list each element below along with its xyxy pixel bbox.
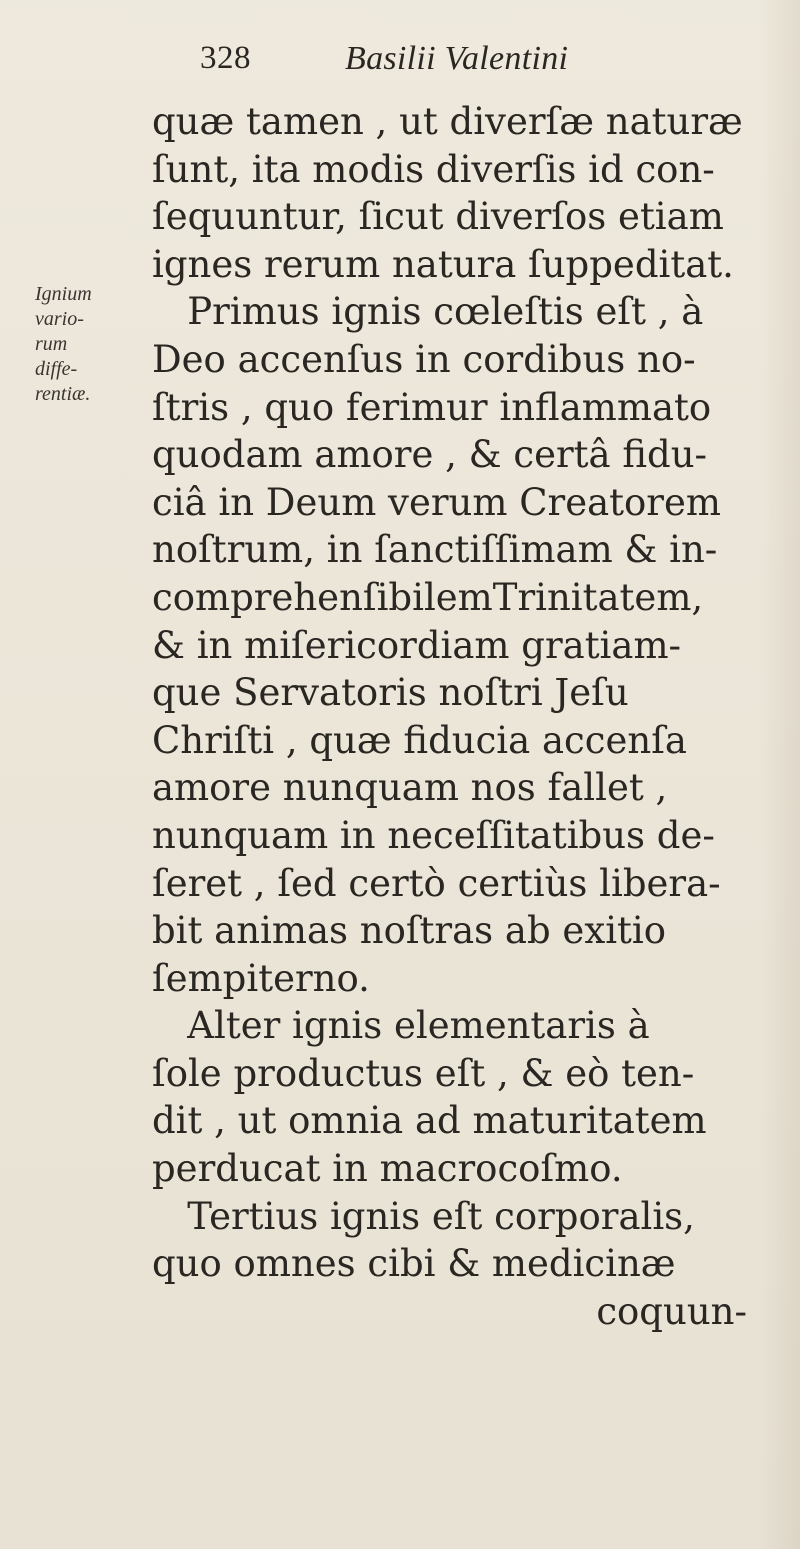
text-line: Deo accenſus in cordibus no- [152,337,696,381]
text-line: ſequuntur, ſicut diverſos etiam [152,195,724,239]
marginal-note-line: diffe- [35,358,78,380]
marginal-note-line: Ignium [35,283,92,305]
text-line: ſeret , ſed certò certiùs libera- [152,861,721,905]
marginal-note-line: vario- [35,308,84,330]
text-line: ciâ in Deum verum Creatorem [152,480,721,524]
text-line: Chriſti , quæ fiducia accenſa [152,718,687,762]
body-text [152,98,792,1335]
running-title: Basilii Valentini [345,40,569,77]
text-line: dit , ut omnia ad maturitatem [152,1099,707,1143]
text-line: perducat in macrocoſmo. [152,1147,623,1191]
text-line: ignes rerum natura ſuppeditat. [152,242,734,286]
text-line: nunquam in neceſſitatibus de- [152,813,715,857]
text-line: quo omnes cibi & medicinæ [152,1242,676,1286]
text-line: ſunt, ita modis diverſis id con- [152,147,715,191]
text-line: bit animas noſtras ab exitio [152,909,667,953]
marginal-note-line: rentiæ. [35,383,91,405]
text-line: Alter ignis elementaris à [152,1004,650,1048]
text-line: amore nunquam nos fallet , [152,766,668,810]
text-line: ſole productus eſt , & eò ten- [152,1051,695,1095]
marginal-note [35,282,145,407]
text-line: quodam amore , & certâ fidu- [152,433,708,477]
text-line: quæ tamen , ut diverſæ naturæ [152,100,743,143]
text-line: Primus ignis cœleſtis eſt , à [152,290,704,334]
text-line: ſempiterno. [152,956,370,1000]
catchword: coquun- [596,1289,747,1333]
text-line: noſtrum, in ſanctiſſimam & in- [152,528,718,572]
text-line: ſtris , quo ferimur inflammato [152,385,712,429]
running-head [200,40,760,84]
text-line: que Servatoris noſtri Jeſu [152,671,629,715]
marginal-note-line: rum [35,333,68,355]
text-line: comprehenſibilemTrinitatem, [152,575,704,619]
text-line: Tertius ignis eſt corporalis, [152,1194,695,1238]
text-line: & in miſericordiam gratiam- [152,623,682,667]
page-number: 328 [200,40,251,76]
